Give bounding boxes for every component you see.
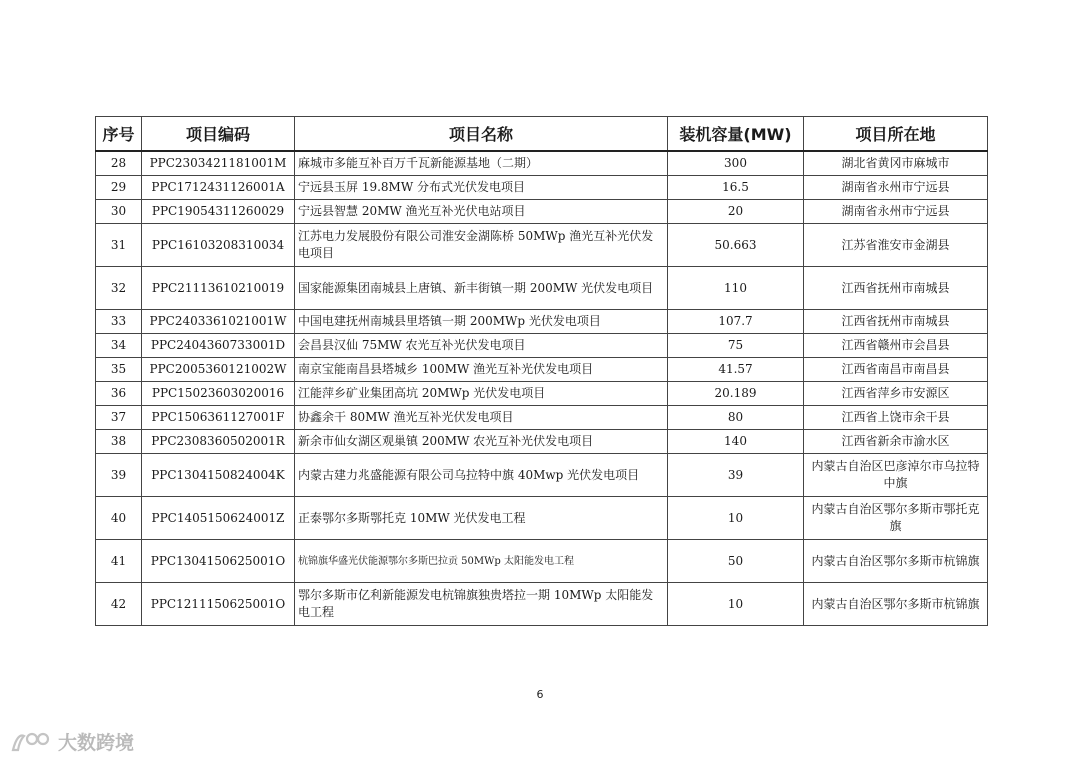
table-row [96,497,988,540]
cell-project-name: 江苏电力发展股份有限公司淮安金湖陈桥 50MWp 渔光互补光伏发电项目 [295,224,668,267]
table-row [96,310,988,334]
cell-location: 内蒙古自治区鄂尔多斯市杭锦旗 [804,583,988,626]
table-row [96,430,988,454]
header-index: 序号 [96,117,142,152]
cell-index: 35 [96,358,142,382]
project-table-container [95,116,987,626]
cell-project-name: 杭锦旗华盛光伏能源鄂尔多斯巴拉贡 50MWp 太阳能发电工程 [295,540,668,583]
cell-capacity: 39 [668,454,804,497]
cell-location: 江西省赣州市会昌县 [804,334,988,358]
table-row [96,200,988,224]
cell-capacity: 10 [668,497,804,540]
cell-index: 33 [96,310,142,334]
cell-project-name: 宁远县玉屏 19.8MW 分布式光伏发电项目 [295,176,668,200]
cell-project-code: PPC1405150624001Z [142,497,295,540]
cell-capacity: 20 [668,200,804,224]
cell-project-code: PPC2308360502001R [142,430,295,454]
cell-index: 40 [96,497,142,540]
header-capacity: 装机容量(MW) [668,117,804,152]
cell-project-code: PPC2404360733001D [142,334,295,358]
watermark [10,728,134,755]
cell-capacity: 41.57 [668,358,804,382]
cell-location: 湖南省永州市宁远县 [804,176,988,200]
cell-location: 江西省上饶市余干县 [804,406,988,430]
cell-location: 内蒙古自治区巴彦淖尔市乌拉特中旗 [804,454,988,497]
cell-index: 42 [96,583,142,626]
cell-project-name: 协鑫余干 80MW 渔光互补光伏发电项目 [295,406,668,430]
cell-capacity: 80 [668,406,804,430]
cell-location: 江西省新余市渝水区 [804,430,988,454]
table-row [96,224,988,267]
cell-project-name: 中国电建抚州南城县里塔镇一期 200MWp 光伏发电项目 [295,310,668,334]
cell-capacity: 107.7 [668,310,804,334]
cell-index: 41 [96,540,142,583]
project-table [95,116,988,626]
cell-index: 37 [96,406,142,430]
cell-index: 32 [96,267,142,310]
watermark-text: 大数跨境 [58,732,135,754]
table-row [96,267,988,310]
table-row [96,176,988,200]
cell-index: 29 [96,176,142,200]
cell-project-code: PPC1304150625001O [142,540,295,583]
cell-location: 湖北省黄冈市麻城市 [804,151,988,176]
header-project-code: 项目编码 [142,117,295,152]
cell-location: 江西省抚州市南城县 [804,267,988,310]
cell-project-code: PPC21113610210019 [142,267,295,310]
table-row [96,454,988,497]
cell-capacity: 20.189 [668,382,804,406]
cell-location: 江西省抚州市南城县 [804,310,988,334]
cell-project-name: 内蒙古建力兆盛能源有限公司乌拉特中旗 40Mwp 光伏发电项目 [295,454,668,497]
page-number: 6 [536,688,544,701]
cell-location: 江苏省淮安市金湖县 [804,224,988,267]
cell-project-code: PPC1712431126001A [142,176,295,200]
cell-project-code: PPC2303421181001M [142,151,295,176]
table-row [96,151,988,176]
table-row [96,358,988,382]
cell-project-name: 麻城市多能互补百万千瓦新能源基地（二期） [295,151,668,176]
cell-project-name: 国家能源集团南城县上唐镇、新丰街镇一期 200MW 光伏发电项目 [295,267,668,310]
header-project-name: 项目名称 [295,117,668,152]
cell-project-code: PPC1304150824004K [142,454,295,497]
cell-index: 30 [96,200,142,224]
cell-project-name: 会昌县汉仙 75MW 农光互补光伏发电项目 [295,334,668,358]
cell-project-name: 正泰鄂尔多斯鄂托克 10MW 光伏发电工程 [295,497,668,540]
cell-capacity: 140 [668,430,804,454]
cell-project-name: 鄂尔多斯市亿利新能源发电杭锦旗独贵塔拉一期 10MWp 太阳能发电工程 [295,583,668,626]
cell-project-code: PPC15023603020016 [142,382,295,406]
cell-location: 内蒙古自治区鄂尔多斯市鄂托克旗 [804,497,988,540]
cell-capacity: 50 [668,540,804,583]
cell-project-name: 宁远县智慧 20MW 渔光互补光伏电站项目 [295,200,668,224]
cell-location: 内蒙古自治区鄂尔多斯市杭锦旗 [804,540,988,583]
cell-project-name: 新余市仙女湖区观巢镇 200MW 农光互补光伏发电项目 [295,430,668,454]
table-row [96,382,988,406]
header-location: 项目所在地 [804,117,988,152]
cell-location: 江西省南昌市南昌县 [804,358,988,382]
cell-project-code: PPC1506361127001F [142,406,295,430]
cell-project-code: PPC2403361021001W [142,310,295,334]
table-row [96,540,988,583]
cell-project-code: PPC19054311260029 [142,200,295,224]
cell-project-name: 江能萍乡矿业集团高坑 20MWp 光伏发电项目 [295,382,668,406]
table-row [96,583,988,626]
table-row [96,334,988,358]
cell-project-name: 南京宝能南昌县塔城乡 100MW 渔光互补光伏发电项目 [295,358,668,382]
cell-project-code: PPC2005360121002W [142,358,295,382]
cell-capacity: 10 [668,583,804,626]
watermark-logo-icon [10,730,54,754]
cell-index: 36 [96,382,142,406]
cell-project-code: PPC1211150625001O [142,583,295,626]
cell-capacity: 16.5 [668,176,804,200]
cell-capacity: 300 [668,151,804,176]
table-row [96,406,988,430]
cell-capacity: 110 [668,267,804,310]
cell-index: 39 [96,454,142,497]
cell-capacity: 75 [668,334,804,358]
cell-index: 34 [96,334,142,358]
cell-location: 江西省萍乡市安源区 [804,382,988,406]
cell-project-code: PPC16103208310034 [142,224,295,267]
cell-index: 31 [96,224,142,267]
cell-index: 38 [96,430,142,454]
cell-capacity: 50.663 [668,224,804,267]
table-header-row [96,117,988,152]
cell-location: 湖南省永州市宁远县 [804,200,988,224]
cell-index: 28 [96,151,142,176]
